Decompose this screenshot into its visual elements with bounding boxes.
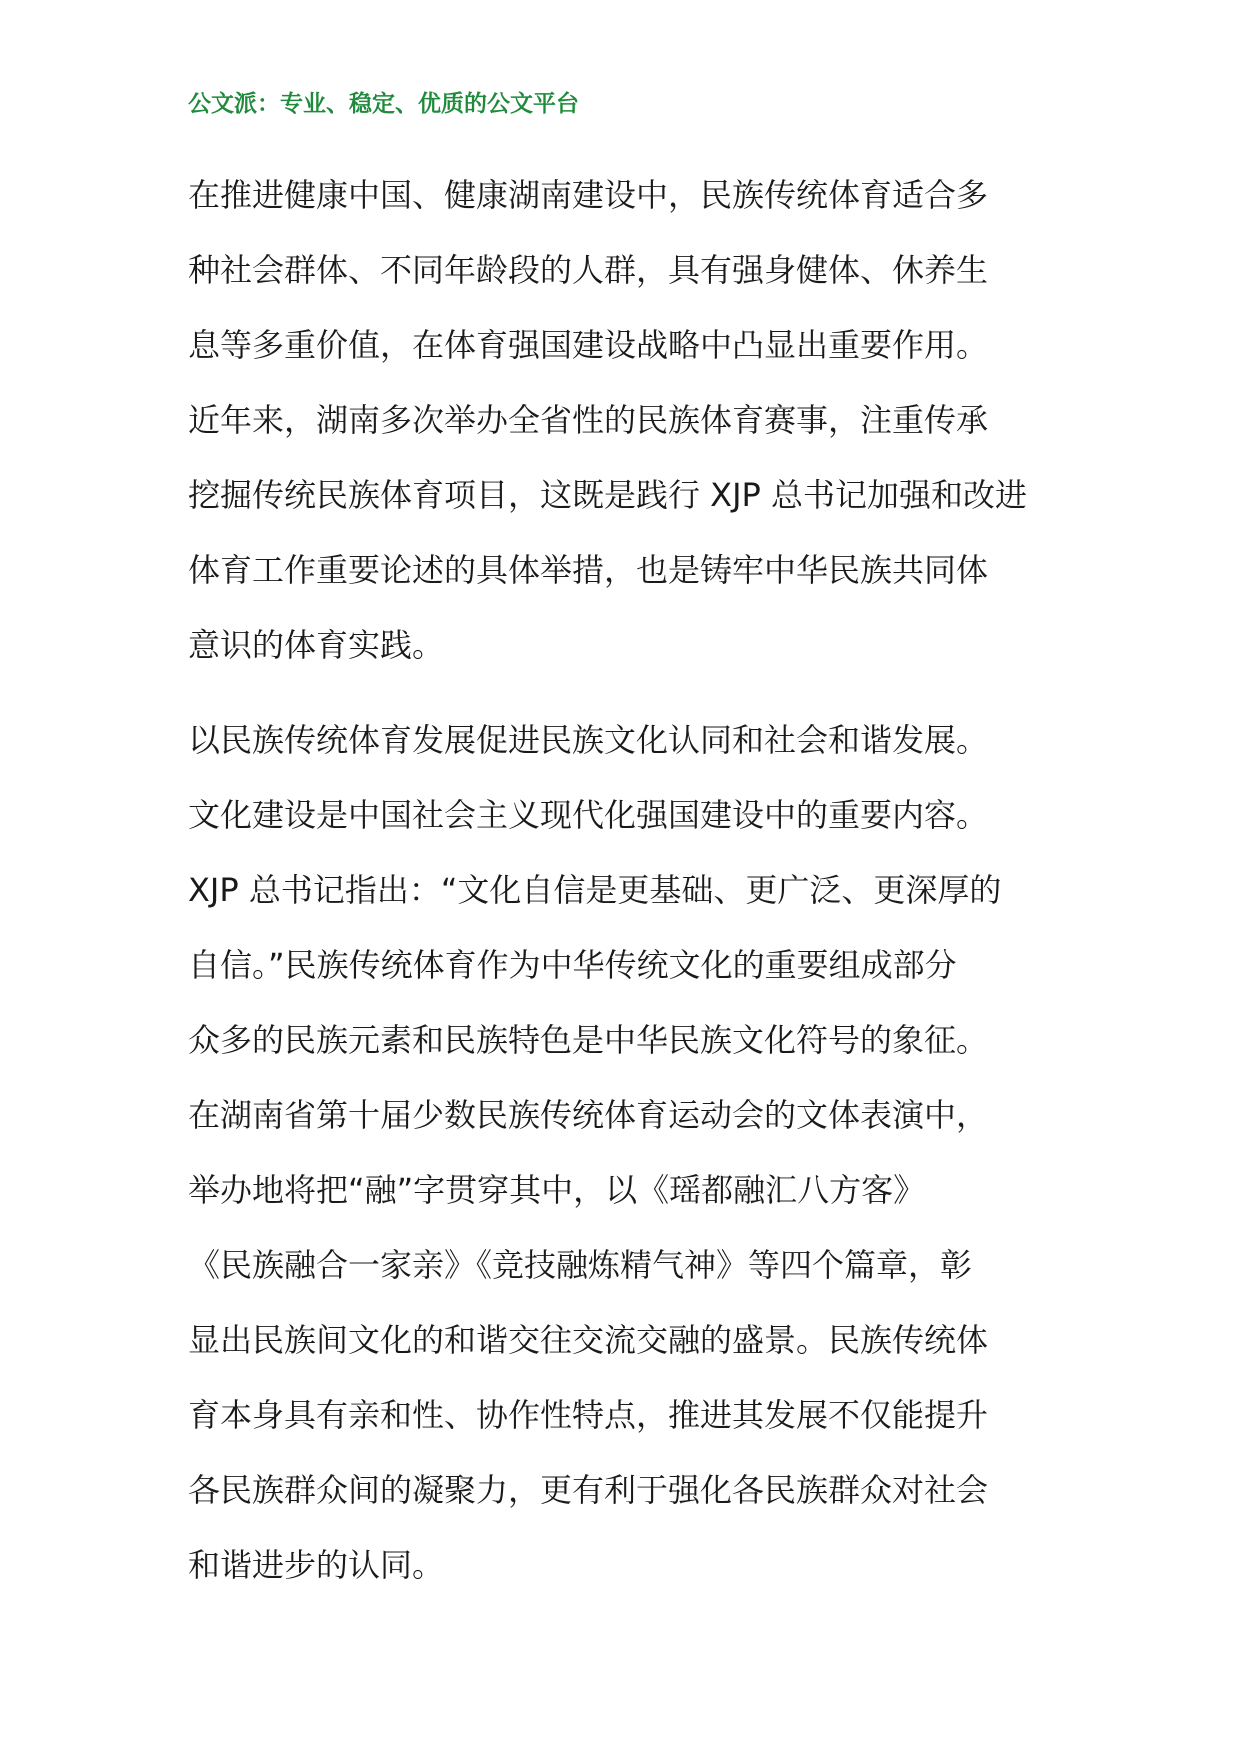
paragraph-line: 以民族传统体育发展促进民族文化认同和社会和谐发展。 (188, 721, 989, 759)
paragraph-line: 在湖南省第十届少数民族传统体育运动会的文体表演中， (188, 1096, 989, 1134)
paragraph-2 (188, 703, 1068, 1603)
paragraph-line: 近年来，湖南多次举办全省性的民族体育赛事，注重传承 (188, 401, 989, 439)
paragraph-line: 自信。”民族传统体育作为中华传统文化的重要组成部分 (188, 946, 957, 984)
paragraph-line: 众多的民族元素和民族特色是中华民族文化符号的象征。 (188, 1021, 989, 1059)
paragraph-line: 种社会群体、不同年龄段的人群，具有强身健体、休养生 (188, 251, 989, 289)
paragraph-line: 挖掘传统民族体育项目，这既是践行 XJP 总书记加强和改进 (188, 476, 1028, 514)
paragraph-line: 各民族群众间的凝聚力，更有利于强化各民族群众对社会 (188, 1471, 989, 1509)
paragraph-line: 《民族融合一家亲》《竞技融炼精气神》等四个篇章，彰 (188, 1246, 973, 1284)
paragraph-1 (188, 158, 1068, 683)
paragraph-line: 举办地将把“融”字贯穿其中，以《瑶都融汇八方客》 (188, 1171, 926, 1209)
paragraph-line: 显出民族间文化的和谐交往交流交融的盛景。民族传统体 (188, 1321, 989, 1359)
paragraph-line: 在推进健康中国、健康湖南建设中，民族传统体育适合多 (188, 176, 989, 214)
paragraph-line: 文化建设是中国社会主义现代化强国建设中的重要内容。 (188, 796, 989, 834)
paragraph-line: 育本身具有亲和性、协作性特点，推进其发展不仅能提升 (188, 1396, 989, 1434)
header-title: 公文派：专业、稳定、优质的公文平台 (188, 90, 579, 117)
paragraph-line: 息等多重价值，在体育强国建设战略中凸显出重要作用。 (188, 326, 989, 364)
paragraph-line: XJP 总书记指出：“文化自信是更基础、更广泛、更深厚的 (188, 871, 1002, 909)
paragraph-line: 和谐进步的认同。 (188, 1546, 445, 1584)
paragraph-line: 意识的体育实践。 (188, 626, 445, 664)
paragraph-line: 体育工作重要论述的具体举措，也是铸牢中华民族共同体 (188, 551, 989, 589)
